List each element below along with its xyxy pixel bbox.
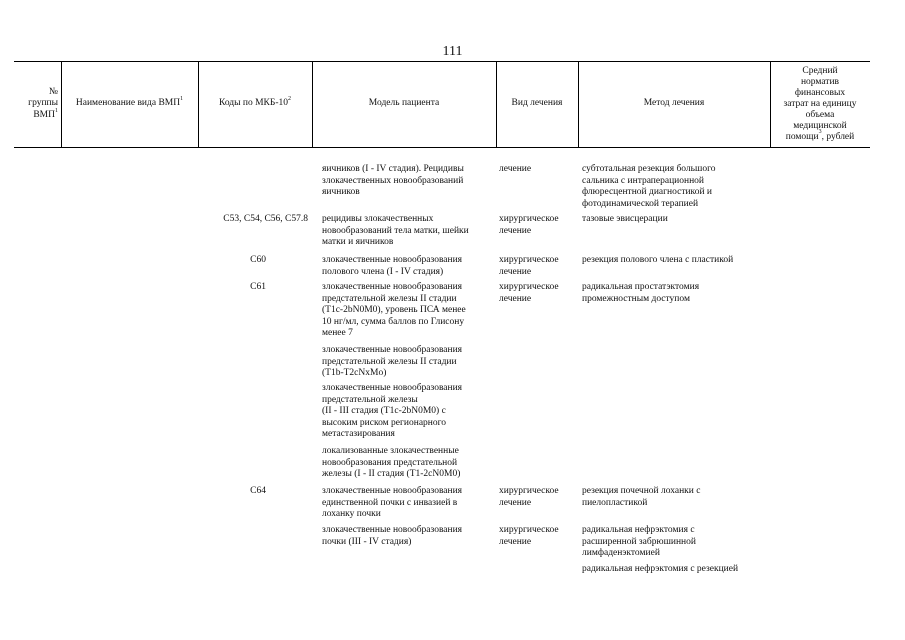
header-treatment-type: Вид лечения (511, 98, 563, 109)
treatment-method-text: резекция полового члена с пластикой (582, 255, 734, 265)
header-bottom-border (14, 147, 870, 148)
patient-model-text: яичников (I - IV стадия). Рецидивы злокачественных новообразований яичников (322, 164, 464, 198)
treatment-type-text: хирургическое лечение (499, 486, 559, 508)
treatment-method-text: радикальная нефрэктомия с резекцией (582, 564, 739, 574)
patient-model-text: злокачественные новообразования полового члена (I - IV стадия) (322, 255, 463, 277)
treatment-type-text: хирургическое лечение (499, 255, 559, 277)
treatment-method-text: субтотальная резекция большого сальника с интраперационной флюресцентной диагностикой и фотодинамической терапией (582, 164, 716, 209)
header-icd-codes: Коды по МКБ-$10^2$ (218, 96, 292, 109)
page-number: 111 (442, 44, 463, 59)
header-patient-model: Модель пациента (368, 98, 440, 109)
treatment-type-text: хирургическое лечение (499, 525, 559, 547)
icd-code-text: C64 (250, 486, 266, 496)
treatment-type-text: лечение (499, 164, 532, 174)
treatment-type-text: хирургическое лечение (499, 214, 559, 236)
treatment-type-text: хирургическое лечение (499, 282, 559, 304)
treatment-method-text: радикальная нефрэктомия с расширенной забрюшинной лимфаденэктомией (582, 525, 696, 559)
header-average-cost: Средний норматив финансовых затрат на единицу объема медицинской помощи$^3$, рублей (783, 65, 857, 142)
treatment-method-text: тазовые эвисцерации (582, 214, 668, 224)
patient-model-text: злокачественные новообразования предстательной железы (II - III стадия (T1c-2bN0M0) с высоким риском регионарного метастазирования (322, 383, 463, 440)
patient-model-text: локализованные злокачественные новообразования предстательной железы (I - II стадия (T1-2cN0M0) (322, 446, 461, 480)
header-group-no: № группы ВМП$^1$ (28, 86, 58, 120)
icd-code-text: C61 (250, 282, 266, 292)
patient-model-text: злокачественные новообразования предстательной железы II стадии (T1c-2bN0M0), уровень ПСА менее 10 нг/мл, сумма баллов по Глисону менее 7 (322, 282, 466, 339)
patient-model-text: злокачественные новообразования единственной почки с инвазией в лоханку почки (322, 486, 463, 520)
treatment-method-text: резекция почечной лоханки с пиелопластикой (582, 486, 701, 508)
patient-model-text: злокачественные новообразования предстательной железы II стадии (T1b-T2cNxMo) (322, 345, 463, 379)
patient-model-text: рецидивы злокачественных новообразований тела матки, шейки матки и яичников (322, 214, 469, 248)
treatment-method-text: радикальная простатэктомия промежностным доступом (582, 282, 700, 304)
header-vmp-name: Наименование вида ВМП$^1$ (75, 96, 184, 109)
patient-model-text: злокачественные новообразования почки (III - IV стадия) (322, 525, 463, 547)
header-treatment-method: Метод лечения (643, 98, 705, 109)
icd-code-text: C60 (250, 255, 266, 265)
icd-code-text: C53, C54, C56, C57.8 (223, 214, 308, 224)
